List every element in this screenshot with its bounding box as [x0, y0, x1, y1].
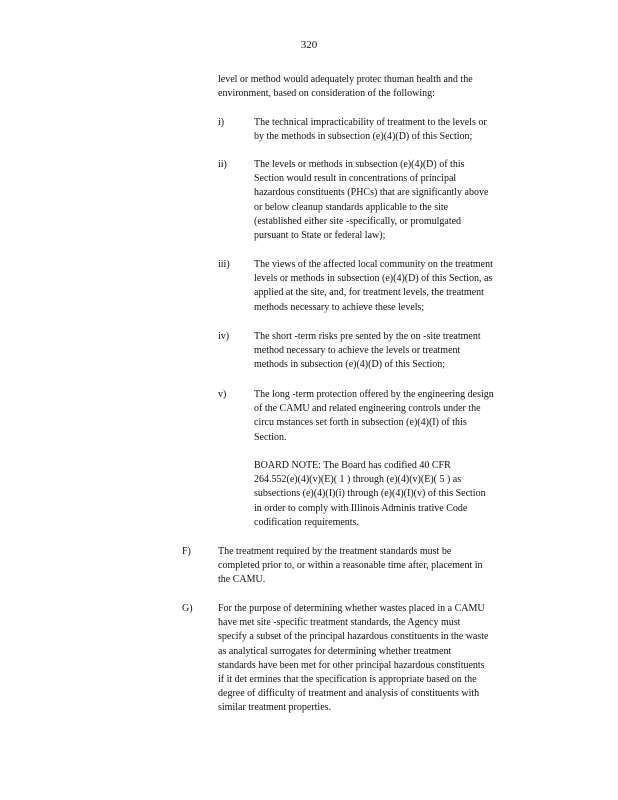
section-line: For the purpose of determining whether wastes placed in a CAMU — [218, 603, 485, 614]
item-line: The levels or methods in subsection (e)(4)(D) of this — [254, 159, 465, 170]
board-note — [254, 459, 546, 530]
item-text-i — [254, 116, 546, 144]
section-line: have met site -specific treatment standards, the Agency must — [218, 617, 461, 629]
item-line: circu mstances set forth in subsection (e)(4)(I) of this — [254, 417, 467, 429]
section-line: as analytical surrogates for determining whether treatment — [218, 645, 452, 657]
intro-paragraph — [218, 73, 538, 101]
board-note-line: in order to comply with Illinois Adminis trative Code — [254, 502, 468, 514]
section-line: the CAMU. — [218, 574, 266, 586]
item-line: pursuant to State or federal law); — [254, 230, 386, 242]
item-label-ii: ii) — [218, 159, 227, 170]
item-line: levels or methods in subsection (e)(4)(D) of this Section, as — [254, 273, 493, 285]
section-label-f: F) — [182, 546, 191, 557]
section-line: specify a subset of the principal hazardous constituents in the waste — [218, 631, 489, 643]
item-line: Section. — [254, 431, 287, 443]
board-note-line: subsections (e)(4)(I)(i) through (e)(4)(I)(v) of this Section — [254, 488, 486, 500]
item-label-v: v) — [218, 389, 227, 400]
item-line: of the CAMU and related engineering controls under the — [254, 403, 481, 415]
item-line: The short -term risks pre sented by the on -site treatment — [254, 331, 481, 342]
intro-line: environment, based on consideration of the following: — [218, 88, 435, 100]
item-label-i: i) — [218, 117, 225, 128]
item-line: Section would result in concentrations of principal — [254, 173, 457, 185]
board-note-line: 264.552(e)(4)(v)(E)( 1 ) through (e)(4)(v)(E)( 5 ) as — [254, 474, 462, 486]
item-text-ii — [254, 158, 546, 243]
item-line: by the methods in subsection (e)(4)(D) of this Section; — [254, 131, 473, 143]
item-line: The technical impracticability of treatment to the levels or — [254, 117, 487, 128]
item-label-iii: iii) — [218, 259, 230, 270]
item-line: hazardous constituents (PHCs) that are significantly above — [254, 187, 489, 199]
intro-line: level or method would adequately protec thuman health and the — [218, 74, 473, 85]
section-line: The treatment required by the treatment standards must be — [218, 546, 452, 557]
item-text-iii — [254, 258, 546, 315]
item-label-iv: iv) — [218, 331, 230, 342]
section-line: similar treatment properties. — [218, 702, 332, 714]
section-text-g — [218, 602, 546, 716]
item-line: methods necessary to achieve these levels; — [254, 301, 425, 313]
section-line: if it det ermines that the specification is appropriate based on the — [218, 674, 477, 686]
section-line: standards have been met for other principal hazardous constituents — [218, 659, 485, 671]
section-line: degree of difficulty of treatment and analysis of constituents with — [218, 688, 480, 700]
item-line: (established either site -specifically, or promulgated — [254, 215, 462, 227]
item-line: methods in subsection (e)(4)(D) of this Section; — [254, 359, 446, 371]
item-text-v — [254, 388, 546, 445]
item-text-iv — [254, 330, 546, 373]
item-line: The long -term protection offered by the engineering design — [254, 389, 494, 400]
section-line: completed prior to, or within a reasonable time after, placement in — [218, 560, 483, 572]
item-line: The views of the affected local community on the treatment — [254, 259, 493, 270]
item-line: or below cleanup standards applicable to the site — [254, 201, 449, 213]
page-number: 320 — [300, 39, 318, 51]
item-line: method necessary to achieve the levels or treatment — [254, 345, 461, 357]
board-note-line: BOARD NOTE: The Board has codified 40 CFR — [254, 460, 451, 471]
item-line: applied at the site, and, for treatment levels, the treatment — [254, 287, 484, 299]
section-label-g: G) — [182, 603, 193, 614]
board-note-line: codification requirements. — [254, 516, 359, 528]
section-text-f — [218, 545, 546, 588]
